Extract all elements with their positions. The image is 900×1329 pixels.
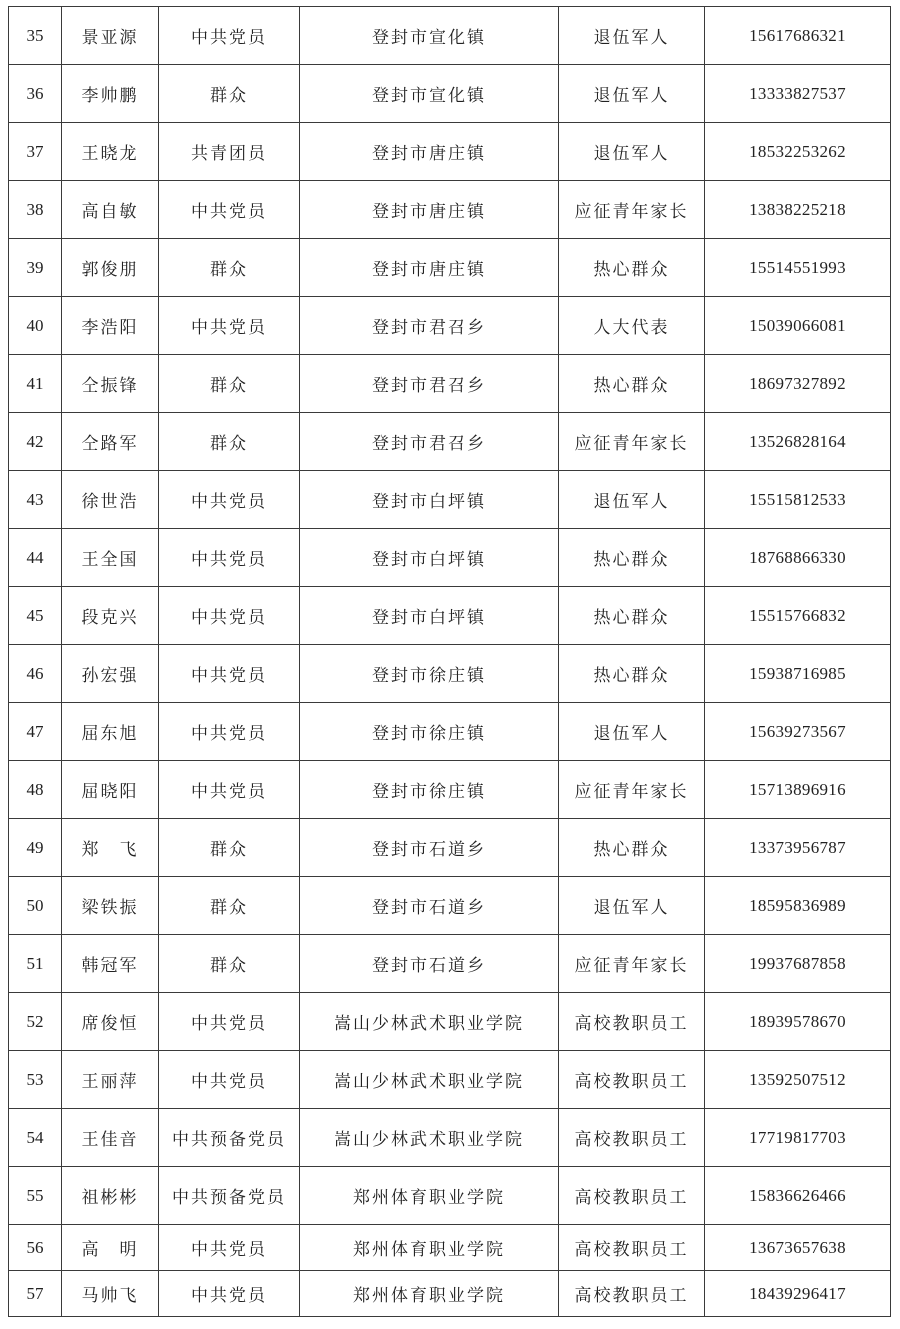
table-row [9, 1271, 891, 1317]
category-cell: 退伍军人 [559, 65, 705, 123]
category-cell: 热心群众 [559, 587, 705, 645]
row-number-cell: 54 [9, 1109, 62, 1167]
name-cell: 高自敏 [62, 181, 159, 239]
political-status-cell: 中共党员 [159, 297, 300, 355]
row-number-cell: 52 [9, 993, 62, 1051]
unit-cell: 登封市白坪镇 [300, 529, 559, 587]
row-number-cell: 45 [9, 587, 62, 645]
phone-cell: 15515766832 [705, 587, 891, 645]
row-number-cell: 44 [9, 529, 62, 587]
category-cell: 高校教职员工 [559, 1167, 705, 1225]
name-cell: 梁铁振 [62, 877, 159, 935]
unit-cell: 登封市唐庄镇 [300, 181, 559, 239]
political-status-cell: 中共党员 [159, 1225, 300, 1271]
unit-cell: 登封市君召乡 [300, 297, 559, 355]
political-status-cell: 群众 [159, 413, 300, 471]
table-row [9, 529, 891, 587]
category-cell: 高校教职员工 [559, 993, 705, 1051]
phone-cell: 15617686321 [705, 7, 891, 65]
table-row [9, 993, 891, 1051]
political-status-cell: 中共党员 [159, 471, 300, 529]
row-number-cell: 49 [9, 819, 62, 877]
political-status-cell: 群众 [159, 935, 300, 993]
name-cell: 韩冠军 [62, 935, 159, 993]
political-status-cell: 群众 [159, 239, 300, 297]
category-cell: 退伍军人 [559, 7, 705, 65]
table-row [9, 65, 891, 123]
political-status-cell: 群众 [159, 819, 300, 877]
phone-cell: 15515812533 [705, 471, 891, 529]
name-cell: 高 明 [62, 1225, 159, 1271]
name-cell: 祖彬彬 [62, 1167, 159, 1225]
phone-cell: 17719817703 [705, 1109, 891, 1167]
table-row [9, 703, 891, 761]
unit-cell: 郑州体育职业学院 [300, 1167, 559, 1225]
unit-cell: 登封市石道乡 [300, 819, 559, 877]
category-cell: 应征青年家长 [559, 413, 705, 471]
table-row [9, 819, 891, 877]
row-number-cell: 35 [9, 7, 62, 65]
political-status-cell: 中共预备党员 [159, 1167, 300, 1225]
phone-cell: 13526828164 [705, 413, 891, 471]
phone-cell: 19937687858 [705, 935, 891, 993]
unit-cell: 登封市唐庄镇 [300, 123, 559, 181]
category-cell: 热心群众 [559, 819, 705, 877]
category-cell: 高校教职员工 [559, 1051, 705, 1109]
political-status-cell: 共青团员 [159, 123, 300, 181]
unit-cell: 嵩山少林武术职业学院 [300, 993, 559, 1051]
row-number-cell: 53 [9, 1051, 62, 1109]
phone-cell: 15639273567 [705, 703, 891, 761]
name-cell: 屈晓阳 [62, 761, 159, 819]
political-status-cell: 群众 [159, 877, 300, 935]
table-row [9, 7, 891, 65]
table-row [9, 1109, 891, 1167]
row-number-cell: 40 [9, 297, 62, 355]
political-status-cell: 中共党员 [159, 529, 300, 587]
phone-cell: 18768866330 [705, 529, 891, 587]
category-cell: 高校教职员工 [559, 1225, 705, 1271]
unit-cell: 登封市石道乡 [300, 935, 559, 993]
row-number-cell: 37 [9, 123, 62, 181]
political-status-cell: 中共党员 [159, 645, 300, 703]
category-cell: 应征青年家长 [559, 935, 705, 993]
unit-cell: 登封市白坪镇 [300, 587, 559, 645]
phone-cell: 13673657638 [705, 1225, 891, 1271]
phone-cell: 13838225218 [705, 181, 891, 239]
political-status-cell: 中共党员 [159, 703, 300, 761]
table-row [9, 587, 891, 645]
table-row [9, 877, 891, 935]
category-cell: 热心群众 [559, 355, 705, 413]
name-cell: 席俊恒 [62, 993, 159, 1051]
phone-cell: 13592507512 [705, 1051, 891, 1109]
name-cell: 屈东旭 [62, 703, 159, 761]
name-cell: 马帅飞 [62, 1271, 159, 1317]
phone-cell: 18532253262 [705, 123, 891, 181]
political-status-cell: 中共党员 [159, 7, 300, 65]
table-row [9, 1225, 891, 1271]
phone-cell: 18595836989 [705, 877, 891, 935]
phone-cell: 15039066081 [705, 297, 891, 355]
name-cell: 郭俊朋 [62, 239, 159, 297]
category-cell: 热心群众 [559, 239, 705, 297]
category-cell: 热心群众 [559, 529, 705, 587]
table-row [9, 645, 891, 703]
table-row [9, 355, 891, 413]
unit-cell: 登封市徐庄镇 [300, 645, 559, 703]
table-row [9, 1167, 891, 1225]
category-cell: 退伍军人 [559, 877, 705, 935]
row-number-cell: 55 [9, 1167, 62, 1225]
name-cell: 李浩阳 [62, 297, 159, 355]
row-number-cell: 39 [9, 239, 62, 297]
name-cell: 王丽萍 [62, 1051, 159, 1109]
table-row [9, 413, 891, 471]
name-cell: 孙宏强 [62, 645, 159, 703]
name-cell: 王佳音 [62, 1109, 159, 1167]
row-number-cell: 38 [9, 181, 62, 239]
political-status-cell: 群众 [159, 65, 300, 123]
unit-cell: 嵩山少林武术职业学院 [300, 1051, 559, 1109]
row-number-cell: 46 [9, 645, 62, 703]
row-number-cell: 51 [9, 935, 62, 993]
category-cell: 退伍军人 [559, 703, 705, 761]
category-cell: 应征青年家长 [559, 761, 705, 819]
phone-cell: 18439296417 [705, 1271, 891, 1317]
name-cell: 徐世浩 [62, 471, 159, 529]
phone-cell: 15836626466 [705, 1167, 891, 1225]
name-cell: 景亚源 [62, 7, 159, 65]
category-cell: 高校教职员工 [559, 1109, 705, 1167]
phone-cell: 18939578670 [705, 993, 891, 1051]
name-cell: 王全国 [62, 529, 159, 587]
phone-cell: 13373956787 [705, 819, 891, 877]
unit-cell: 登封市徐庄镇 [300, 761, 559, 819]
name-cell: 王晓龙 [62, 123, 159, 181]
row-number-cell: 50 [9, 877, 62, 935]
unit-cell: 郑州体育职业学院 [300, 1225, 559, 1271]
unit-cell: 登封市徐庄镇 [300, 703, 559, 761]
unit-cell: 登封市白坪镇 [300, 471, 559, 529]
political-status-cell: 中共党员 [159, 993, 300, 1051]
table-row [9, 297, 891, 355]
phone-cell: 18697327892 [705, 355, 891, 413]
unit-cell: 登封市石道乡 [300, 877, 559, 935]
table-row [9, 123, 891, 181]
phone-cell: 13333827537 [705, 65, 891, 123]
political-status-cell: 中共预备党员 [159, 1109, 300, 1167]
phone-cell: 15514551993 [705, 239, 891, 297]
row-number-cell: 42 [9, 413, 62, 471]
table-row [9, 181, 891, 239]
roster-table [8, 6, 891, 1317]
name-cell: 仝路军 [62, 413, 159, 471]
name-cell: 郑 飞 [62, 819, 159, 877]
row-number-cell: 36 [9, 65, 62, 123]
unit-cell: 登封市唐庄镇 [300, 239, 559, 297]
unit-cell: 登封市宣化镇 [300, 65, 559, 123]
category-cell: 退伍军人 [559, 123, 705, 181]
row-number-cell: 56 [9, 1225, 62, 1271]
table-row [9, 471, 891, 529]
political-status-cell: 群众 [159, 355, 300, 413]
category-cell: 人大代表 [559, 297, 705, 355]
row-number-cell: 41 [9, 355, 62, 413]
row-number-cell: 43 [9, 471, 62, 529]
political-status-cell: 中共党员 [159, 587, 300, 645]
category-cell: 热心群众 [559, 645, 705, 703]
phone-cell: 15938716985 [705, 645, 891, 703]
name-cell: 段克兴 [62, 587, 159, 645]
row-number-cell: 48 [9, 761, 62, 819]
name-cell: 李帅鹏 [62, 65, 159, 123]
unit-cell: 登封市君召乡 [300, 413, 559, 471]
category-cell: 高校教职员工 [559, 1271, 705, 1317]
political-status-cell: 中共党员 [159, 1051, 300, 1109]
table-row [9, 239, 891, 297]
table-row [9, 1051, 891, 1109]
row-number-cell: 47 [9, 703, 62, 761]
political-status-cell: 中共党员 [159, 181, 300, 239]
unit-cell: 郑州体育职业学院 [300, 1271, 559, 1317]
phone-cell: 15713896916 [705, 761, 891, 819]
unit-cell: 嵩山少林武术职业学院 [300, 1109, 559, 1167]
row-number-cell: 57 [9, 1271, 62, 1317]
category-cell: 应征青年家长 [559, 181, 705, 239]
table-row [9, 761, 891, 819]
political-status-cell: 中共党员 [159, 761, 300, 819]
unit-cell: 登封市君召乡 [300, 355, 559, 413]
name-cell: 仝振锋 [62, 355, 159, 413]
category-cell: 退伍军人 [559, 471, 705, 529]
political-status-cell: 中共党员 [159, 1271, 300, 1317]
unit-cell: 登封市宣化镇 [300, 7, 559, 65]
table-row [9, 935, 891, 993]
